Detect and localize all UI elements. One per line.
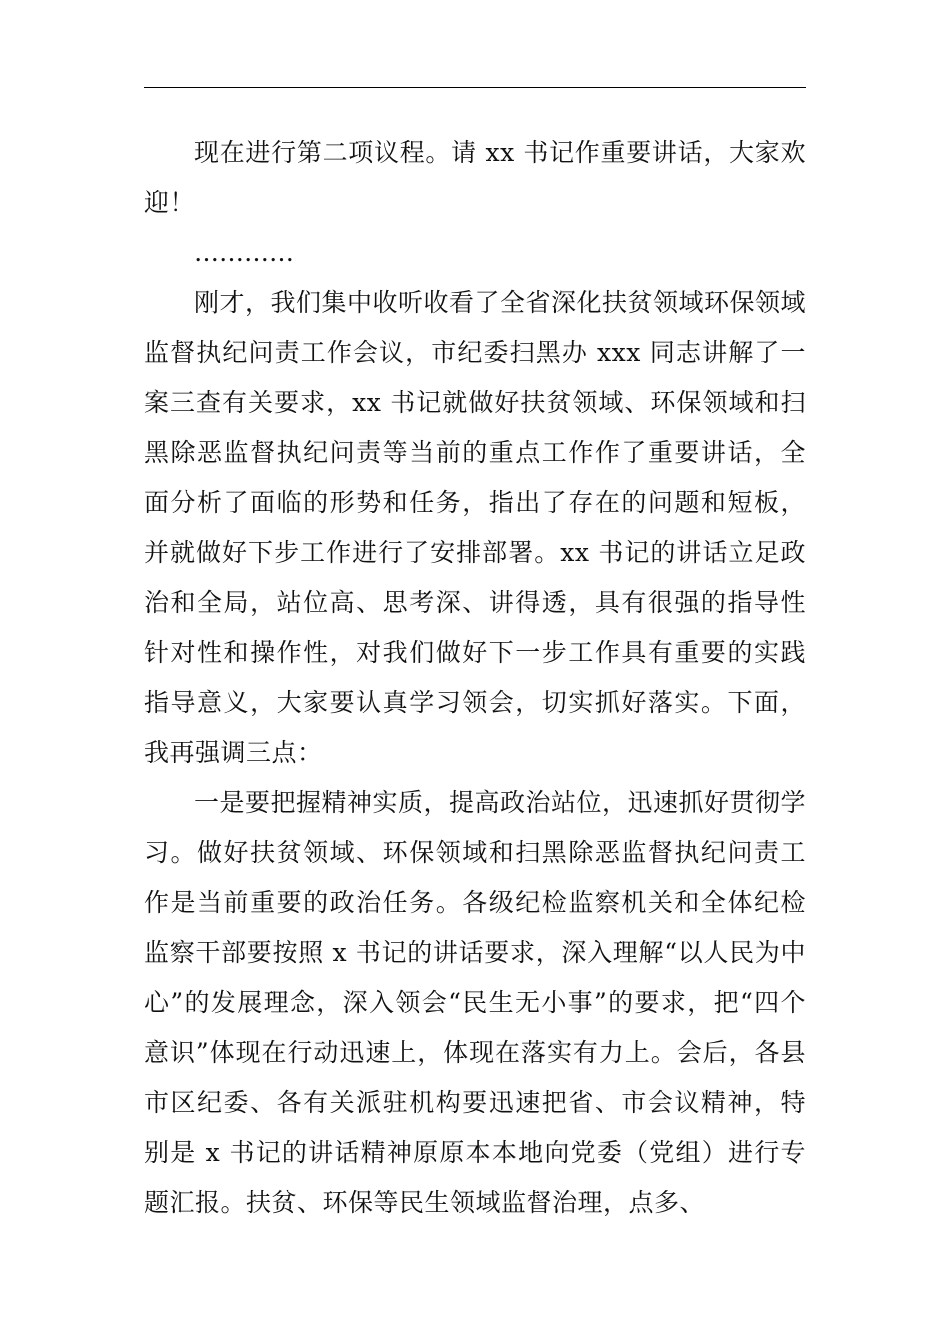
paragraph-point-one: 一是要把握精神实质，提高政治站位，迅速抓好贯彻学习。做好扶贫领域、环保领域和扫黑除恶监督执纪问责工作是当前重要的政治任务。各级纪检监察机关和全体纪检监察干部要按照 x 书记的讲话要求，深入理解“以人民为中心”的发展理念，深入领会“民生无小事”的要求，把“四个意识”体现在行动迅速上，体现在落实有力上。会后，各县市区纪委、各有关派驻机构要迅速把省、市会议精神，特别是 x 书记的讲话精神原原本本地向党委（党组）进行专题汇报。扶贫、环保等民生领域监督治理，点多、 (144, 788, 807, 1217)
document-body (144, 128, 806, 1228)
paragraph-summary: 刚才，我们集中收听收看了全省深化扶贫领域环保领域监督执纪问责工作会议，市纪委扫黑办 xxx 同志讲解了一案三查有关要求，xx 书记就做好扶贫领域、环保领域和扫黑除恶监督执纪问责等当前的重点工作作了重要讲话，全面分析了面临的形势和任务，指出了存在的问题和短板，并就做好下步工作进行了安排部署。xx 书记的讲话立足政治和全局，站位高、思考深、讲得透，具有很强的指导性针对性和操作性，对我们做好下一步工作具有重要的实践指导意义，大家要认真学习领会，切实抓好落实。下面，我再强调三点： (144, 288, 807, 767)
paragraph-agenda: 现在进行第二项议程。请 xx 书记作重要讲话，大家欢迎！ (144, 138, 806, 217)
paragraph-ellipsis: ………… (194, 238, 294, 267)
header-rule (144, 87, 806, 88)
